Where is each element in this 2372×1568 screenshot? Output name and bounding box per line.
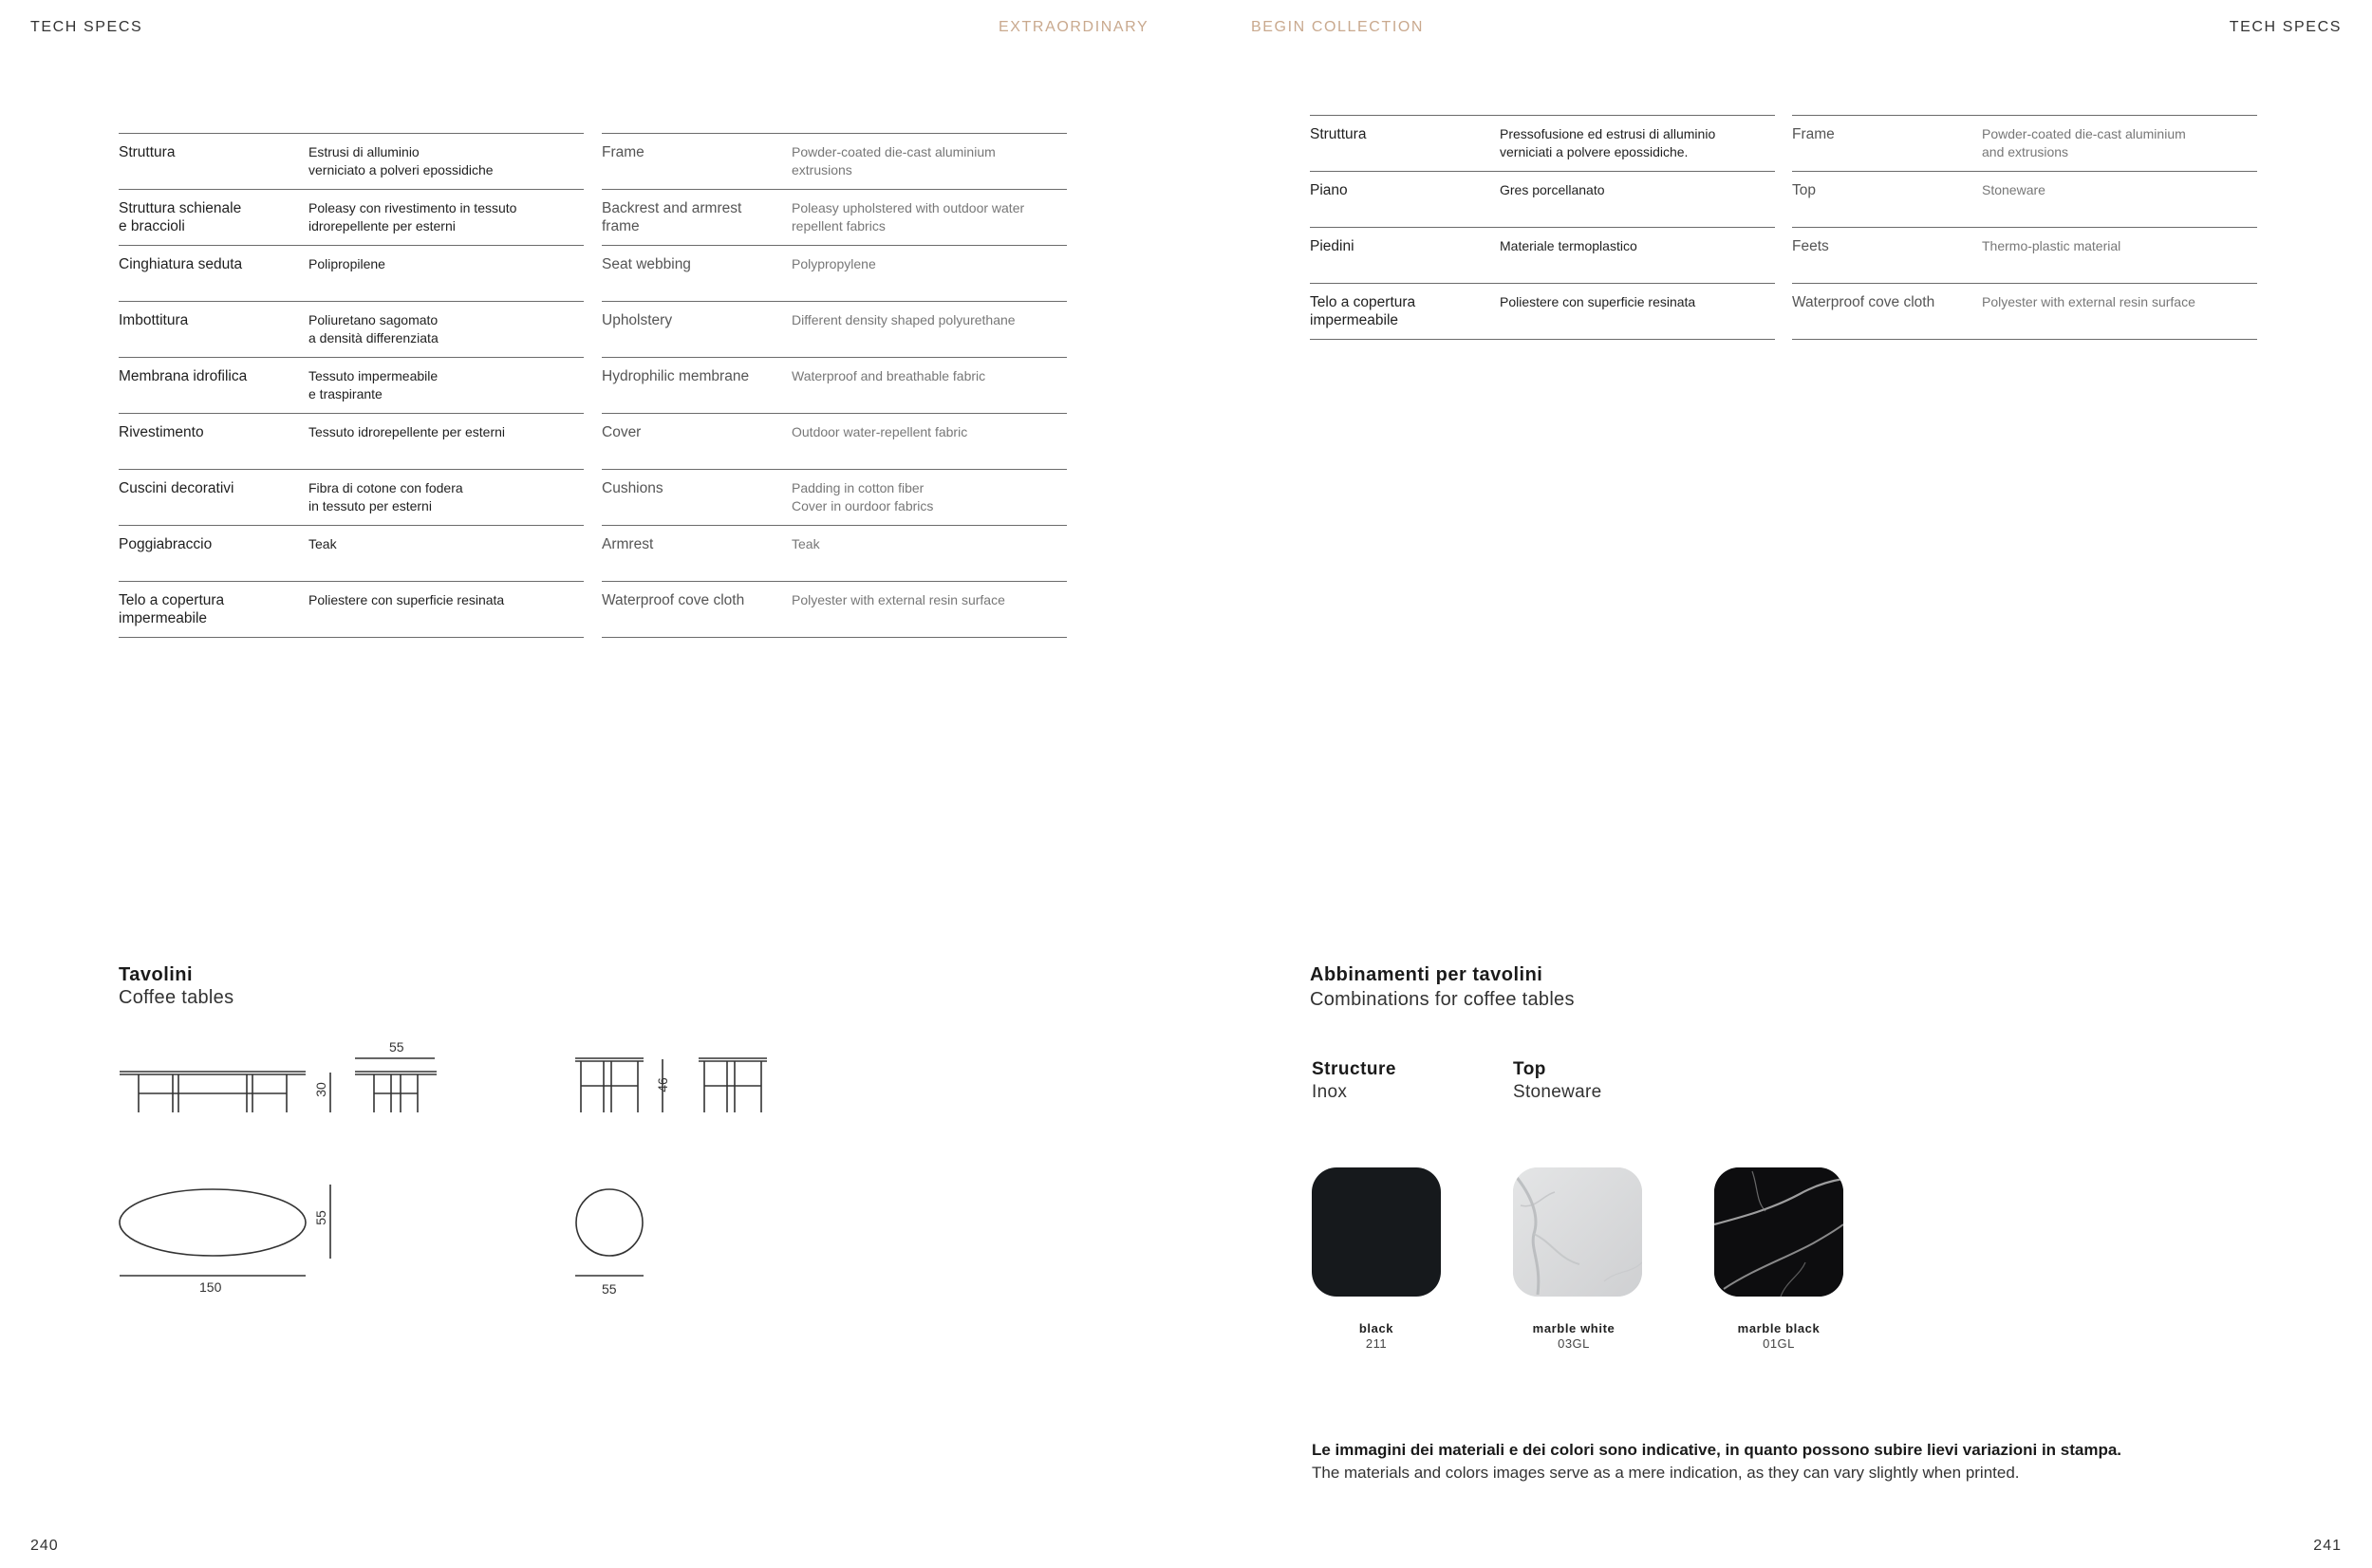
spec-row — [119, 470, 584, 526]
round-table-side-view — [699, 1058, 767, 1112]
spec-value: Teak — [308, 526, 584, 582]
oval-table-side-view — [355, 1058, 437, 1112]
spec-value: Thermo-plastic material — [1982, 228, 2257, 284]
top-value: Stoneware — [1513, 1082, 1602, 1102]
spec-row — [1310, 284, 1775, 340]
spec-label: Poggiabraccio — [119, 526, 308, 582]
spec-label: Struttura — [1310, 116, 1500, 172]
swatch-marble-white — [1513, 1167, 1642, 1297]
swatch-black-name: black — [1358, 1321, 1394, 1335]
spec-value: Poliestere con superficie resinata — [308, 582, 584, 638]
spec-value: Teak — [792, 526, 1067, 582]
spec-label: Telo a copertura impermeabile — [119, 582, 308, 638]
spec-row — [602, 582, 1067, 638]
spec-value: Polypropylene — [792, 246, 1067, 302]
spec-row — [119, 302, 584, 358]
spec-value: Estrusi di alluminio verniciato a polveri epossidiche — [308, 134, 584, 190]
spec-row — [602, 246, 1067, 302]
swatch-marble-black-code: 01GL — [1763, 1336, 1795, 1351]
structure-value: Inox — [1312, 1082, 1348, 1102]
spec-label: Armrest — [602, 526, 792, 582]
marble-white-texture — [1513, 1167, 1642, 1297]
spec-row — [602, 414, 1067, 470]
spec-label: Piano — [1310, 172, 1500, 228]
spec-label: Frame — [602, 134, 792, 190]
spec-value: Poleasy upholstered with outdoor water repellent fabrics — [792, 190, 1067, 246]
spec-value: Poleasy con rivestimento in tessuto idrorepellente per esterni — [308, 190, 584, 246]
header-brand: EXTRAORDINARY — [999, 19, 1149, 35]
round-table-front-view — [575, 1058, 644, 1112]
page-number-right: 241 — [2313, 1538, 2342, 1554]
spec-row — [119, 134, 584, 190]
spec-row — [1310, 116, 1775, 172]
spec-label: Seat webbing — [602, 246, 792, 302]
spec-label: Waterproof cove cloth — [1792, 284, 1982, 340]
spec-label: Rivestimento — [119, 414, 308, 470]
spec-value: Polipropilene — [308, 246, 584, 302]
specs-table-left-italian — [119, 133, 584, 638]
round-table-top-view — [576, 1189, 643, 1256]
header-left-title: TECH SPECS — [30, 19, 143, 35]
spec-label: Imbottitura — [119, 302, 308, 358]
spec-label: Cinghiatura seduta — [119, 246, 308, 302]
spec-value: Poliestere con superficie resinata — [1500, 284, 1775, 340]
oval-side-depth-label: 55 — [389, 1039, 404, 1055]
spec-row — [119, 246, 584, 302]
spec-row — [1792, 116, 2257, 172]
spec-row — [1310, 228, 1775, 284]
spec-value: Materiale termoplastico — [1500, 228, 1775, 284]
swatch-marble-black — [1714, 1167, 1843, 1297]
spec-value: Fibra di cotone con fodera in tessuto per esterni — [308, 470, 584, 526]
coffee-tables-title: Tavolini — [119, 964, 194, 985]
spec-label: Piedini — [1310, 228, 1500, 284]
spec-row — [119, 526, 584, 582]
spec-label: Membrana idrofilica — [119, 358, 308, 414]
spec-label: Upholstery — [602, 302, 792, 358]
spec-value: Powder-coated die-cast aluminium extrusions — [792, 134, 1067, 190]
spec-row — [602, 470, 1067, 526]
marble-black-texture — [1714, 1167, 1843, 1297]
spec-value: Polyester with external resin surface — [792, 582, 1067, 638]
spec-row — [1792, 284, 2257, 340]
spec-row — [1310, 172, 1775, 228]
spec-label: Backrest and armrest frame — [602, 190, 792, 246]
spec-row — [119, 358, 584, 414]
header-right-title: TECH SPECS — [2229, 19, 2342, 35]
spec-row — [119, 190, 584, 246]
spec-label: Cushions — [602, 470, 792, 526]
structure-label: Structure — [1312, 1059, 1396, 1079]
swatch-marble-white-name: marble white — [1532, 1321, 1616, 1335]
spec-value: Stoneware — [1982, 172, 2257, 228]
specs-table-right-italian — [1310, 115, 1775, 340]
spec-row — [602, 134, 1067, 190]
spec-label: Top — [1792, 172, 1982, 228]
header-collection: BEGIN COLLECTION — [1251, 19, 1425, 35]
oval-height-label: 30 — [312, 1082, 328, 1097]
spec-value: Outdoor water-repellent fabric — [792, 414, 1067, 470]
spec-label: Hydrophilic membrane — [602, 358, 792, 414]
spec-row — [602, 358, 1067, 414]
swatch-black-code: 211 — [1365, 1336, 1388, 1351]
oval-length-label: 150 — [199, 1279, 222, 1295]
spec-row — [119, 414, 584, 470]
spec-value: Poliuretano sagomato a densità differenziata — [308, 302, 584, 358]
specs-table-left-english — [602, 133, 1067, 638]
spec-label: Frame — [1792, 116, 1982, 172]
coffee-tables-subtitle: Coffee tables — [119, 987, 234, 1008]
page-number-left: 240 — [30, 1538, 59, 1554]
spec-value: Pressofusione ed estrusi di alluminio verniciati a polvere epossidiche. — [1500, 116, 1775, 172]
oval-depth-label: 55 — [312, 1210, 328, 1225]
spec-label: Feets — [1792, 228, 1982, 284]
swatch-marble-white-code: 03GL — [1558, 1336, 1590, 1351]
spec-label: Cover — [602, 414, 792, 470]
swatch-marble-black-name: marble black — [1737, 1321, 1821, 1335]
round-height-label: 46 — [654, 1077, 670, 1092]
swatch-black — [1312, 1167, 1441, 1297]
spec-value: Powder-coated die-cast aluminium and extrusions — [1982, 116, 2257, 172]
spec-row — [602, 526, 1067, 582]
spec-label: Telo a copertura impermeabile — [1310, 284, 1500, 340]
top-label: Top — [1513, 1059, 1546, 1079]
spec-row — [119, 582, 584, 638]
coffee-table-drawings — [104, 1025, 788, 1310]
spec-value: Waterproof and breathable fabric — [792, 358, 1067, 414]
spec-value: Padding in cotton fiber Cover in ourdoor fabrics — [792, 470, 1067, 526]
specs-table-right-english — [1792, 115, 2257, 340]
note-italian: Le immagini dei materiali e dei colori sono indicative, in quanto possono subire lievi variazioni in stampa. — [1312, 1441, 2122, 1459]
spec-row — [1792, 228, 2257, 284]
spec-label: Struttura schienale e braccioli — [119, 190, 308, 246]
oval-table-top-view — [120, 1189, 306, 1256]
combinations-title: Abbinamenti per tavolini — [1310, 964, 1543, 985]
oval-table-front-view — [120, 1072, 306, 1112]
combinations-subtitle: Combinations for coffee tables — [1310, 989, 1575, 1010]
spec-label: Waterproof cove cloth — [602, 582, 792, 638]
spec-label: Struttura — [119, 134, 308, 190]
spec-label: Cuscini decorativi — [119, 470, 308, 526]
spec-value: Different density shaped polyurethane — [792, 302, 1067, 358]
spec-row — [1792, 172, 2257, 228]
spec-value: Gres porcellanato — [1500, 172, 1775, 228]
spec-row — [602, 302, 1067, 358]
note-english: The materials and colors images serve as a mere indication, as they can vary slightly when printed. — [1312, 1464, 2020, 1482]
spec-row — [602, 190, 1067, 246]
spec-value: Polyester with external resin surface — [1982, 284, 2257, 340]
spec-value: Tessuto idrorepellente per esterni — [308, 414, 584, 470]
round-diameter-label: 55 — [602, 1281, 617, 1297]
spec-value: Tessuto impermeabile e traspirante — [308, 358, 584, 414]
